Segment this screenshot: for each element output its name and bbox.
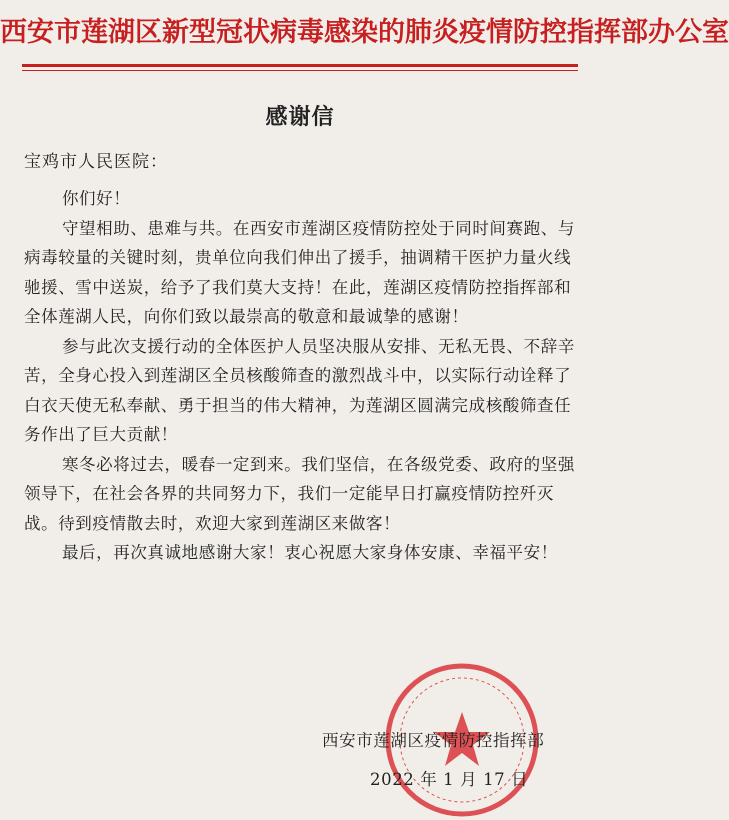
- letter-paragraph-1: 守望相助、患难与共。在西安市莲湖区疫情防控处于同时间赛跑、与病毒较量的关键时刻，贵单位向我们伸出了援手，抽调精干医护力量火线驰援、雪中送炭，给予了我们莫大支持！在此，莲湖区疫情防控指挥部和全体莲湖人民，向你们致以最崇高的敬意和最诚挚的感谢！: [24, 218, 575, 326]
- letterhead-rule-thin: [22, 70, 578, 71]
- letterhead-rule-thick: [22, 64, 578, 67]
- letterhead-org-title: 西安市莲湖区新型冠状病毒感染的肺炎疫情防控指挥部办公室: [0, 17, 729, 48]
- letter-body: [24, 184, 580, 568]
- signature-date: 2022 年 1 月 17 日: [370, 770, 529, 789]
- signature-organization: 西安市莲湖区疫情防控指挥部: [322, 731, 545, 750]
- letter-title: 感谢信: [265, 104, 335, 130]
- letter-paragraph-3: 寒冬必将过去，暖春一定到来。我们坚信，在各级党委、政府的坚强领导下，在社会各界的共同努力下，我们一定能早日打赢疫情防控歼灭战。待到疫情散去时，欢迎大家到莲湖区来做客！: [24, 454, 575, 533]
- letter-greeting: 你们好！: [61, 189, 131, 208]
- letter-paragraph-4: 最后，再次真诚地感谢大家！衷心祝愿大家身体安康、幸福平安！: [61, 543, 558, 562]
- letter-paragraph-2: 参与此次支援行动的全体医护人员坚决服从安排、无私无畏、不辞辛苦，全身心投入到莲湖区全员核酸筛查的激烈战斗中，以实际行动诠释了白衣天使无私奉献、勇于担当的伟大精神，为莲湖区圆满完成核酸筛查任务作出了巨大贡献！: [24, 336, 575, 444]
- letter-salutation: 宝鸡市人民医院：: [24, 152, 168, 172]
